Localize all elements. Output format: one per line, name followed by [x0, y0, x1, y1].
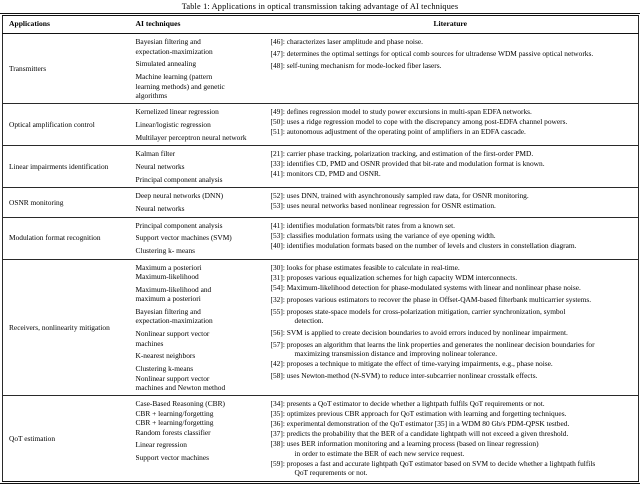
literature-entry — [271, 359, 635, 368]
application-cell: Receivers, nonlinearity mitigation — [9, 322, 110, 332]
reference-number: [46]: — [270, 37, 287, 47]
literature-entry — [271, 201, 635, 210]
table-row — [3, 188, 639, 217]
reference-number: [58]: — [270, 371, 287, 381]
reference-number: [35]: — [270, 409, 287, 419]
literature-entry — [271, 328, 635, 337]
column-header-applications: Applications — [3, 16, 129, 34]
reference-number: [59]: — [270, 458, 287, 468]
technique-group — [136, 263, 260, 282]
table-row — [3, 217, 639, 259]
literature-entry — [271, 149, 635, 158]
technique-group — [136, 107, 260, 116]
reference-number: [40]: — [270, 240, 287, 250]
application-cell: Modulation format recognition — [9, 233, 101, 243]
literature-entry — [271, 49, 635, 58]
literature-entry — [271, 409, 635, 418]
column-header-literature: Literature — [263, 16, 639, 34]
application-cell: Linear impairments identification — [9, 162, 109, 172]
reference-number: [41]: — [270, 169, 287, 179]
literature-entry — [271, 307, 635, 326]
literature-entry — [271, 117, 635, 126]
technique-line: Support vector machines — [135, 453, 209, 463]
literature-cell — [263, 396, 639, 481]
technique-line: Clustering k-means — [135, 364, 194, 374]
technique-line: Linear regression — [135, 440, 188, 450]
reference-text: proposes an algorithm that learns the link properties and generates the nonlinear decision boundaries for — [286, 340, 595, 350]
technique-line: expectation-maximization — [135, 316, 213, 326]
literature-entry — [271, 295, 635, 304]
reference-text: identifies modulation formats/bit rates from a known set. — [286, 220, 456, 230]
literature-entry — [271, 107, 635, 116]
literature-cell — [263, 146, 639, 188]
technique-line: Support vector machines (SVM) — [135, 233, 232, 243]
reference-text: classifies modulation formats using the variance of eye opening width. — [286, 230, 496, 240]
reference-number: [48]: — [270, 61, 287, 71]
reference-text: uses DNN, trained with asynchronously sampled raw data, for OSNR monitoring. — [286, 191, 529, 201]
reference-number: [47]: — [270, 49, 287, 59]
ai-techniques-cell — [129, 396, 263, 481]
reference-text: predicts the probability that the BER of a candidate lightpath will not exceed a given threshold. — [286, 429, 569, 439]
application-cell: Transmitters — [9, 64, 47, 74]
reference-text: uses BER information monitoring and a learning process (based on linear regression) — [286, 439, 539, 449]
literature-entry — [271, 191, 635, 200]
literature-entry — [271, 399, 635, 408]
technique-group — [136, 364, 260, 392]
technique-line: Nonlinear support vector — [135, 329, 210, 339]
technique-line: Principal component analysis — [135, 175, 223, 184]
table-header — [3, 16, 639, 34]
technique-line: Kalman filter — [135, 149, 176, 159]
technique-line: Bayesian filtering and — [135, 307, 201, 317]
reference-number: [53]: — [270, 230, 287, 240]
application-cell: QoT estimation — [9, 433, 56, 443]
technique-line: CBR + learning/forgetting — [135, 408, 214, 418]
reference-number: [50]: — [270, 117, 287, 127]
technique-line: maximum a posteriori — [135, 294, 201, 304]
technique-group — [136, 351, 260, 360]
technique-group — [136, 204, 260, 213]
technique-group — [136, 233, 260, 242]
application-cell: OSNR monitoring — [9, 197, 64, 207]
literature-cell — [263, 34, 639, 104]
reference-text: identifies CD, PMD and OSNR provided that bit-rate and modulation format is known. — [286, 159, 545, 169]
technique-group — [136, 399, 260, 437]
reference-text: proposes a fast and accurate lightpath QoT estimator based on SVM to decide whether a lightpath fulfils — [286, 458, 596, 468]
reference-text: experimental demonstration of the QoT estimator [35] in a WDM 80 Gb/s PDM-QPSK testbed. — [286, 419, 570, 429]
technique-line: Principal component analysis — [135, 220, 223, 230]
technique-line: Neural networks — [135, 162, 185, 172]
reference-number: [53]: — [270, 201, 287, 211]
reference-continuation: maximizing transmission distance and improving nolinear tolerance. — [294, 349, 498, 359]
literature-cell — [263, 217, 639, 259]
literature-entry — [271, 419, 635, 428]
technique-group — [136, 37, 260, 56]
application-cell: Optical amplification control — [9, 120, 95, 130]
technique-line: expectation-maximization — [135, 46, 213, 56]
technique-group — [136, 453, 260, 462]
reference-number: [37]: — [270, 429, 287, 439]
ai-techniques-cell — [129, 259, 263, 396]
table-body — [3, 34, 639, 481]
reference-continuation: QoT requrements or not. — [294, 468, 368, 478]
table-row — [3, 259, 639, 396]
reference-number: [32]: — [270, 294, 287, 304]
reference-text: autonomous adjustment of the operating point of amplifiers in an EDFA cascade. — [286, 127, 526, 137]
literature-cell — [263, 104, 639, 146]
technique-group — [136, 246, 260, 255]
literature-entry — [271, 127, 635, 136]
table-row — [3, 34, 639, 104]
literature-entry — [271, 169, 635, 178]
technique-line: machines — [135, 338, 164, 348]
reference-text: identifies modulation formats based on the number of levels and clusters in constellation diagram. — [286, 240, 577, 250]
table-row — [3, 104, 639, 146]
technique-line: Maximum-likelihood and — [135, 284, 212, 294]
reference-number: [51]: — [270, 127, 287, 137]
literature-entry — [271, 340, 635, 359]
literature-entry — [271, 283, 635, 292]
technique-group — [136, 329, 260, 348]
literature-entry — [271, 159, 635, 168]
ai-techniques-cell — [129, 188, 263, 217]
literature-entry — [271, 221, 635, 230]
reference-text: defines regression model to study power excursions in multi-span EDFA networks. — [286, 107, 532, 117]
header-row — [3, 16, 639, 34]
reference-number: [42]: — [270, 359, 287, 369]
literature-entry — [271, 459, 635, 478]
technique-group — [136, 221, 260, 230]
reference-text: looks for phase estimates feasible to calculate in real-time. — [286, 262, 460, 272]
reference-number: [56]: — [270, 328, 287, 338]
reference-number: [34]: — [270, 399, 287, 409]
technique-line: CBR + learning/forgetting — [135, 418, 214, 428]
ai-techniques-cell — [129, 104, 263, 146]
table-row — [3, 396, 639, 481]
reference-number: [36]: — [270, 419, 287, 429]
column-header-ai-techniques: AI techniques — [129, 16, 263, 34]
technique-line: Maximum-likelihood — [135, 272, 199, 282]
reference-number: [54]: — [270, 282, 287, 292]
technique-group — [136, 175, 260, 184]
technique-line: Neural networks — [135, 204, 185, 214]
technique-line: Case-Based Reasoning (CBR) — [135, 399, 225, 409]
reference-text: Maximum-likelihood detection for phase-modulated systems with linear and nonlinear phase noise. — [286, 282, 581, 292]
reference-number: [33]: — [270, 159, 287, 169]
ai-applications-table — [2, 15, 639, 481]
literature-entry — [271, 61, 635, 70]
table-row — [3, 146, 639, 188]
reference-text: carrier phase tracking, polarization tracking, and estimation of the first-order PMD. — [286, 149, 534, 159]
literature-entry — [271, 371, 635, 380]
technique-line: Deep neural networks (DNN) — [135, 191, 224, 201]
technique-group — [136, 191, 260, 200]
literature-entry — [271, 241, 635, 250]
reference-number: [57]: — [270, 340, 287, 350]
technique-line: Bayesian filtering and — [135, 37, 201, 47]
reference-text: optimizes previous CBR approach for QoT estimation with learning and forgetting techniques. — [286, 409, 567, 419]
technique-line: Maximum a posteriori — [135, 262, 202, 272]
reference-number: [49]: — [270, 107, 287, 117]
reference-number: [38]: — [270, 439, 287, 449]
technique-group — [136, 285, 260, 304]
reference-text: determines the optimal settings for optical comb sources for ultradense WDM passive optical networks. — [286, 49, 594, 59]
technique-line: Multilayer perceptron neural network — [135, 133, 247, 142]
technique-group — [136, 440, 260, 449]
literature-entry — [271, 37, 635, 46]
technique-group — [136, 133, 260, 142]
technique-line: learning methods) and genetic — [135, 81, 225, 91]
reference-text: proposes a technique to mitigate the effect of time-varying impairments, e.g., phase noise. — [286, 359, 553, 369]
reference-text: self-tuning mechanism for mode-locked fiber lasers. — [286, 61, 442, 71]
reference-text: proposes various estimators to recover the phase in Offset-QAM-based filterbank multicarrier systems. — [286, 294, 592, 304]
reference-number: [31]: — [270, 272, 287, 282]
reference-number: [55]: — [270, 306, 287, 316]
reference-text: proposes various equalization schemes for high capacity WDM interconnects. — [286, 272, 518, 282]
technique-group — [136, 162, 260, 171]
technique-line: machines and Newton method — [135, 383, 226, 393]
literature-cell — [263, 259, 639, 396]
literature-entry — [271, 429, 635, 438]
literature-entry — [271, 439, 635, 458]
reference-continuation: detection. — [294, 316, 324, 326]
ai-techniques-cell — [129, 217, 263, 259]
literature-entry — [271, 231, 635, 240]
reference-text: proposes state-space models for cross-polarization mitigation, carrier synchronization, symbol — [286, 306, 566, 316]
technique-line: Simulated annealing — [135, 59, 197, 69]
technique-group — [136, 59, 260, 68]
table-caption: Table 1: Applications in optical transmission taking advantage of AI techniques — [181, 2, 459, 11]
literature-entry — [271, 263, 635, 272]
technique-line: Kernelized linear regression — [135, 107, 219, 117]
technique-line: Linear/logistic regression — [135, 120, 211, 130]
technique-line: Nonlinear support vector — [135, 373, 210, 383]
reference-number: [52]: — [270, 191, 287, 201]
technique-line: K-nearest neighbors — [135, 351, 196, 361]
reference-number: [21]: — [270, 149, 287, 159]
reference-text: uses a ridge regression model to cope with the discrepancy among post-EDFA channel powers. — [286, 117, 568, 127]
literature-cell — [263, 188, 639, 217]
reference-number: [30]: — [270, 262, 287, 272]
technique-group — [136, 72, 260, 100]
technique-line: Random forests classifier — [135, 427, 211, 437]
ai-techniques-cell — [129, 34, 263, 104]
reference-text: presents a QoT estimator to decide whether a lightpath fulfils QoT requirements or not. — [286, 399, 545, 409]
reference-continuation: in order to estimate the BER of each new service request. — [294, 448, 465, 458]
technique-line: Clustering k- means — [135, 246, 196, 256]
reference-text: characterizes laser amplitude and phase noise. — [286, 37, 423, 47]
technique-line: Machine learning (pattern — [135, 72, 213, 82]
reference-text: uses neural networks based nonlinear regression for OSNR estimation. — [286, 201, 496, 211]
reference-text: SVM is applied to create decision boundaries to avoid errors induced by nonlinear impairment. — [286, 328, 568, 338]
reference-text: uses Newton-method (N-SVM) to reduce inter-subcarrier nonlinear crosstalk effects. — [286, 371, 538, 381]
reference-text: monitors CD, PMD and OSNR. — [286, 169, 381, 179]
technique-group — [136, 149, 260, 158]
ai-techniques-cell — [129, 146, 263, 188]
technique-group — [136, 307, 260, 326]
reference-number: [41]: — [270, 220, 287, 230]
technique-group — [136, 120, 260, 129]
technique-line: algorithms — [135, 91, 168, 100]
table-outer-rule — [0, 13, 640, 484]
literature-entry — [271, 273, 635, 282]
